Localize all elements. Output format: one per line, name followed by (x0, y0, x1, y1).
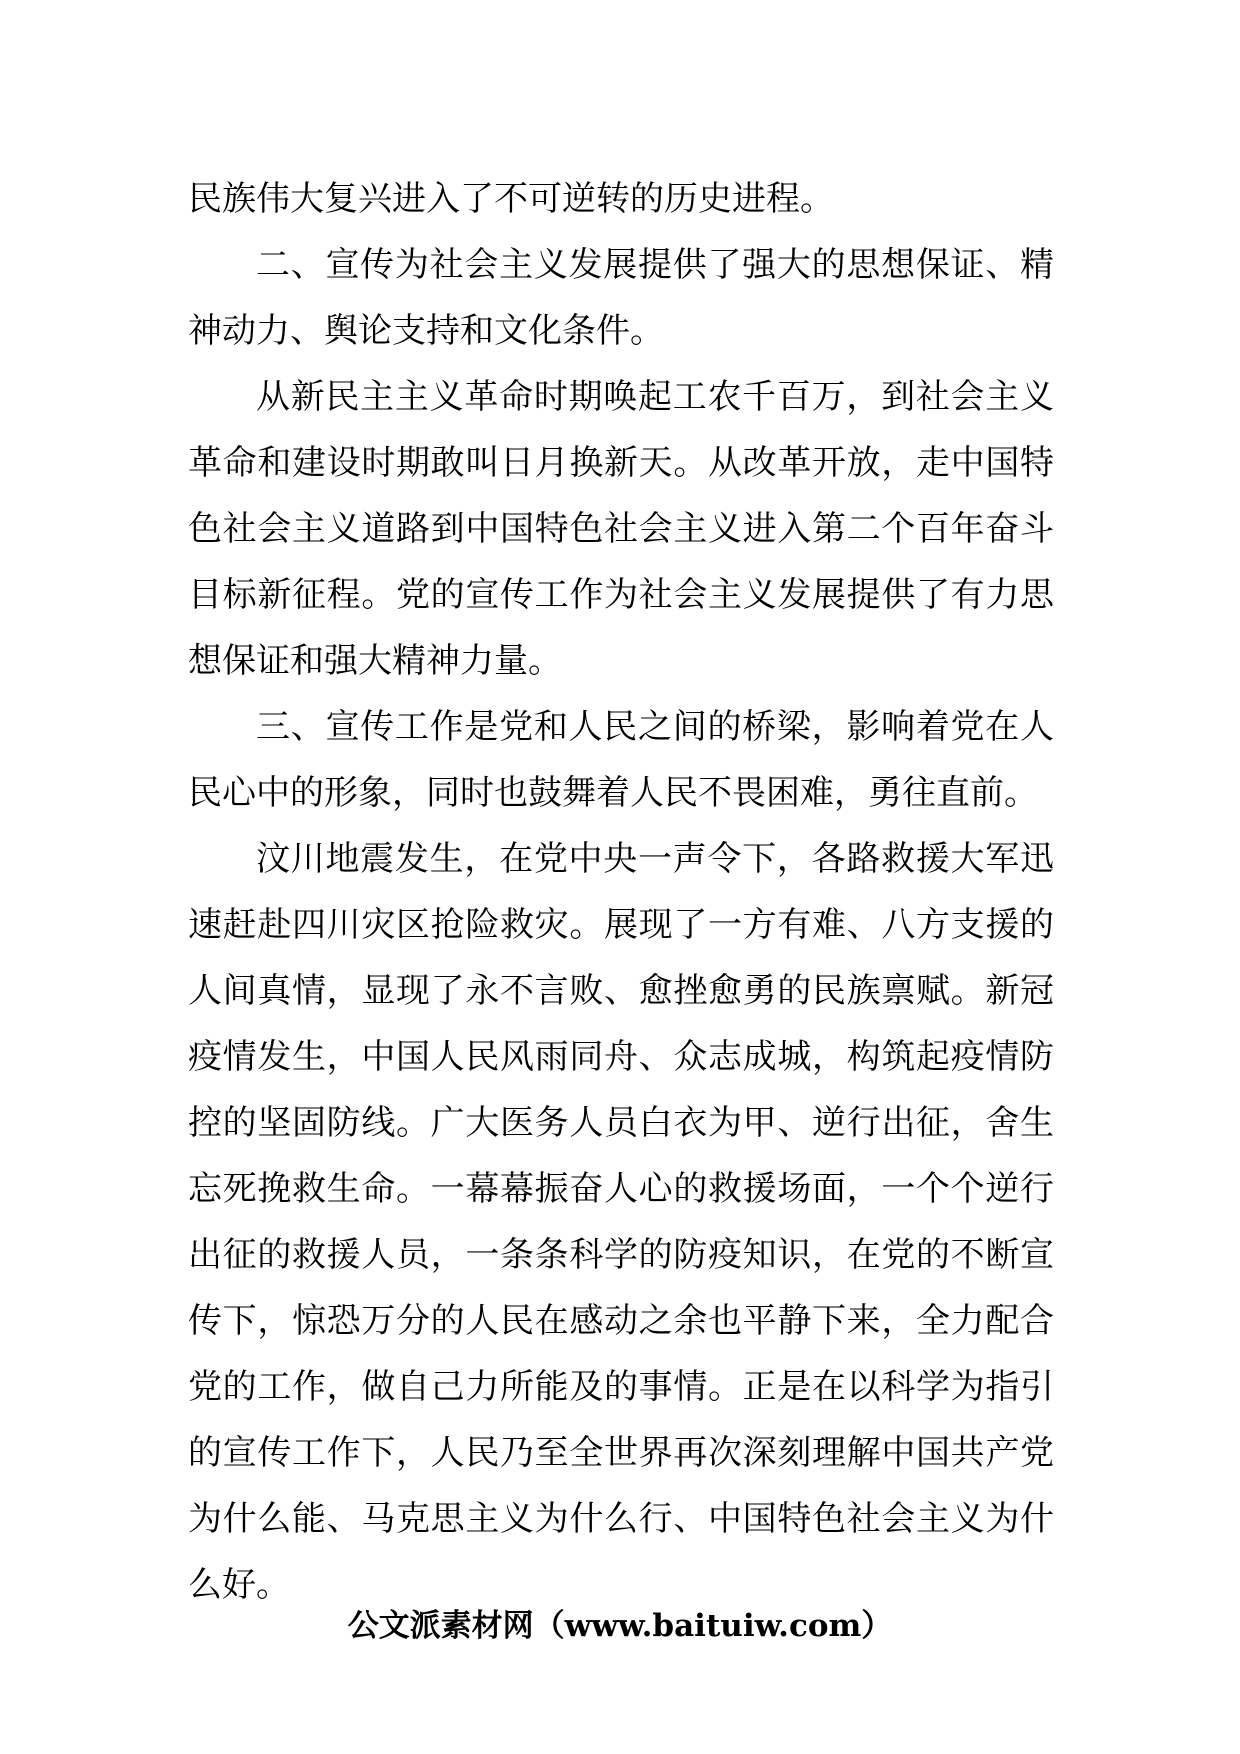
document-body (188, 166, 1054, 1618)
paragraph: 汶川地震发生，在党中央一声令下，各路救援大军迅速赶赴四川灾区抢险救灾。展现了一方有难、八方支援的人间真情，显现了永不言败、愈挫愈勇的民族禀赋。新冠疫情发生，中国人民风雨同舟、众志成城，构筑起疫情防控的坚固防线。广大医务人员白衣为甲、逆行出征，舍生忘死挽救生命。一幕幕振奋人心的救援场面，一个个逆行出征的救援人员，一条条科学的防疫知识，在党的不断宣传下，惊恐万分的人民在感动之余也平静下来，全力配合党的工作，做自己力所能及的事情。正是在以科学为指引的宣传工作下，人民乃至全世界再次深刻理解中国共产党为什么能、马克思主义为什么行、中国特色社会主义为什么好。 (188, 839, 1054, 1605)
footer-watermark: 公文派素材网（www.baituiw.com） (347, 1608, 893, 1644)
section-heading-three: 三、宣传工作是党和人民之间的桥梁，影响着党在人民心中的形象，同时也鼓舞着人民不畏困难，勇往直前。 (188, 707, 1054, 813)
paragraph-continuation: 民族伟大复兴进入了不可逆转的历史进程。 (188, 179, 834, 219)
paragraph: 从新民主主义革命时期唤起工农千百万，到社会主义革命和建设时期敢叫日月换新天。从改革开放，走中国特色社会主义道路到中国特色社会主义进入第二个百年奋斗目标新征程。党的宣传工作为社会主义发展提供了有力思想保证和强大精神力量。 (188, 377, 1054, 681)
section-heading-two: 二、宣传为社会主义发展提供了强大的思想保证、精神动力、舆论支持和文化条件。 (188, 245, 1054, 351)
